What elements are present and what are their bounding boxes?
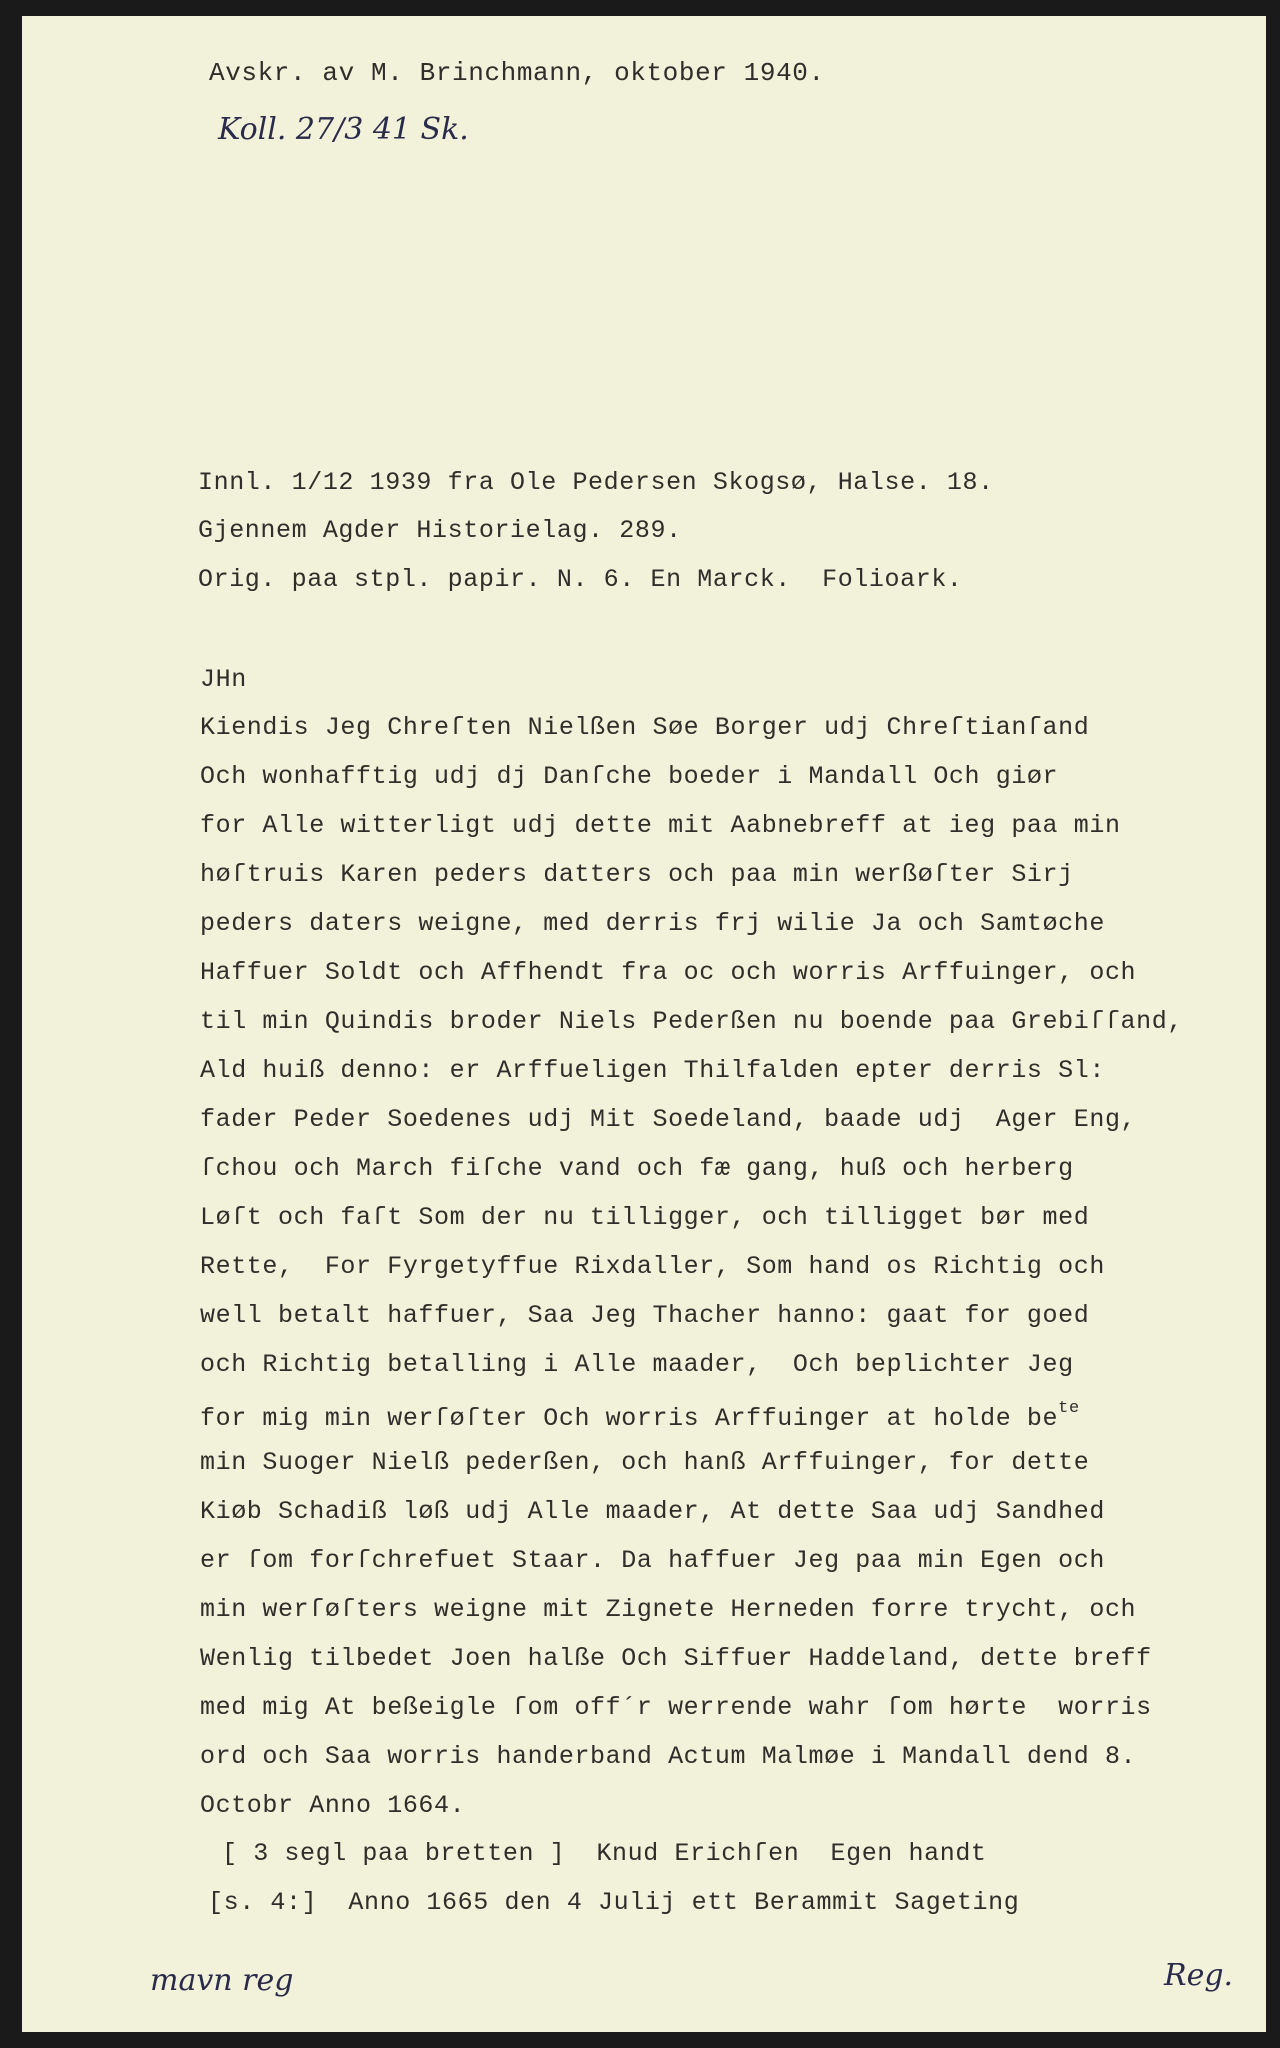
body-line: well betalt haffuer, Saa Jeg Thacher hanno: gaat for goed bbox=[200, 1301, 1090, 1330]
body-line: Octobr Anno 1664. bbox=[200, 1791, 466, 1820]
handwritten-footer-left: mavn reg bbox=[150, 1963, 294, 1998]
body-line: til min Quindis broder Niels Pederßen nu boende paa Grebiſſand, bbox=[200, 1007, 1183, 1036]
document-page bbox=[22, 16, 1266, 2032]
body-line: min werſøſters weigne mit Zignete Herneden forre trycht, och bbox=[200, 1595, 1137, 1624]
body-line: peders daters weigne, med derris frj wilie Ja och Samtøche bbox=[200, 909, 1105, 938]
handwritten-footer-right: Reg. bbox=[1164, 1958, 1234, 1993]
body-line: med mig At beßeigle ſom off´r werrende wahr ſom hørte worris bbox=[200, 1693, 1152, 1722]
body-line: Och wonhafftig udj dj Danſche boeder i Mandall Och giør bbox=[200, 762, 1059, 791]
page-reference: [s. 4:] Anno 1665 den 4 Julij ett Berammit Sageting bbox=[208, 1888, 1020, 1917]
source-line-1: Innl. 1/12 1939 fra Ole Pedersen Skogsø, Halse. 18. bbox=[198, 468, 994, 497]
body-line: min Suoger Nielß pederßen, och hanß Arffuinger, for dette bbox=[200, 1448, 1090, 1477]
body-line: ſchou och March fiſche vand och fæ gang, huß och herberg bbox=[200, 1154, 1074, 1183]
body-line-text: for mig min werſøſter Och worris Arffuinger at holde be bbox=[200, 1404, 1059, 1433]
body-line: fader Peder Soedenes udj Mit Soedeland, baade udj Ager Eng, bbox=[200, 1105, 1137, 1134]
source-line-2: Gjennem Agder Historielag. 289. bbox=[198, 516, 682, 545]
body-line: Haffuer Soldt och Affhendt fra oc och worris Arffuinger, och bbox=[200, 958, 1137, 987]
seal-note: [ 3 segl paa bretten ] Knud Erichſen Egen handt bbox=[222, 1839, 987, 1868]
transcription-note: Avskr. av M. Brinchmann, oktober 1940. bbox=[209, 58, 825, 88]
body-line: Rette, For Fyrgetyffue Rixdaller, Som hand os Richtig och bbox=[200, 1252, 1105, 1281]
body-line: JHn bbox=[200, 665, 247, 694]
body-line: er ſom forſchrefuet Staar. Da haffuer Jeg paa min Egen och bbox=[200, 1546, 1105, 1575]
body-line: Wenlig tilbedet Joen halße Och Siffuer Haddeland, dette breff bbox=[200, 1644, 1152, 1673]
body-line-with-superscript bbox=[200, 1399, 1080, 1433]
body-line: Ald huiß denno: er Arffueligen Thilfalden epter derris Sl: bbox=[200, 1056, 1105, 1085]
superscript-te: te bbox=[1058, 1399, 1080, 1418]
body-line: Kiendis Jeg Chreſten Nielßen Søe Borger udj Chreſtianſand bbox=[200, 713, 1090, 742]
body-line: Løſt och faſt Som der nu tilligger, och tilligget bør med bbox=[200, 1203, 1090, 1232]
body-line: for Alle witterligt udj dette mit Aabnebreff at ieg paa min bbox=[200, 811, 1121, 840]
body-line: høſtruis Karen peders datters och paa min werßøſter Sirj bbox=[200, 860, 1074, 889]
source-line-3: Orig. paa stpl. papir. N. 6. En Marck. Folioark. bbox=[198, 565, 963, 594]
body-line: Kiøb Schadiß løß udj Alle maader, At dette Saa udj Sandhed bbox=[200, 1497, 1105, 1526]
handwritten-collation-note: Koll. 27/3 41 Sk. bbox=[218, 112, 469, 147]
body-line: ord och Saa worris handerband Actum Malmøe i Mandall dend 8. bbox=[200, 1742, 1137, 1771]
body-line: och Richtig betalling i Alle maader, Och beplichter Jeg bbox=[200, 1350, 1074, 1379]
